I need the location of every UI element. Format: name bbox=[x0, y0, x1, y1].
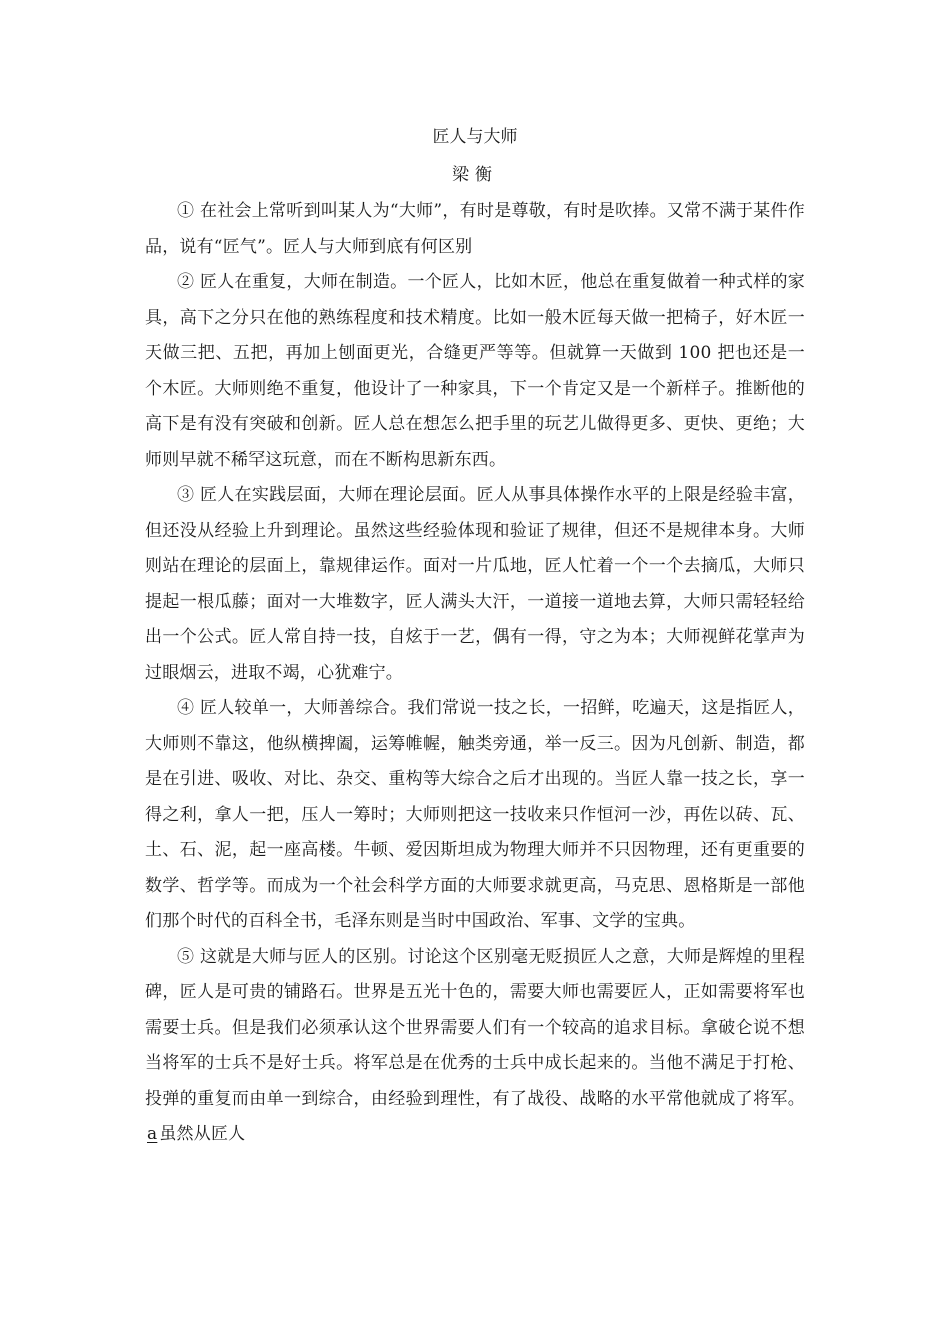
paragraph-5-text: ⑤ 这就是大师与匠人的区别。讨论这个区别毫无贬损匠人之意，大师是辉煌的里程碑，匠人是可贵的铺路石。世界是五光十色的，需要大师也需要匠人，正如需要将军也需要士兵。但是我们必须承认这个世界需要人们有一个较高的追求目标。拿破仑说不想当将军的士兵不是好士兵。将军总是在优秀的士兵中成长起来的。当他不满足于打枪、投弹的重复而由单一到综合，由经验到理性，有了战役、战略的水平常他就成了将军。 bbox=[145, 946, 805, 1109]
paragraph-1: ① 在社会上常听到叫某人为“大师”，有时是尊敬，有时是吹捧。又常不满于某件作品，说有“匠气”。匠人与大师到底有何区别 bbox=[145, 201, 805, 257]
fill-in-blank: a bbox=[147, 1124, 158, 1144]
paragraph-2: ② 匠人在重复，大师在制造。一个匠人，比如木匠，他总在重复做着一种式样的家具，高下之分只在他的熟练程度和技术精度。比如一般木匠每天做一把椅子，好木匠一天做三把、五把，再加上刨面更光，合缝更严等等。但就算一天做到 100 把也还是一个木匠。大师则绝不重复，他设计了一种家具，下一个肯定又是一个新样子。推断他的高下是有没有突破和创新。匠人总在想怎么把手里的玩艺儿做得更多、更快、更绝；大师则早就不稀罕这玩意，而在不断构思新东西。 bbox=[145, 272, 805, 470]
article-title: 匠人与大师 bbox=[432, 127, 518, 147]
article-author: 梁衡 bbox=[452, 165, 498, 185]
paragraph-3: ③ 匠人在实践层面，大师在理论层面。匠人从事具体操作水平的上限是经验丰富，但还没从经验上升到理论。虽然这些经验体现和验证了规律，但还不是规律本身。大师则站在理论的层面上，靠规律运作。面对一片瓜地，匠人忙着一个一个去摘瓜，大师只提起一根瓜藤；面对一大堆数字，匠人满头大汗，一道接一道地去算，大师只需轻轻给出一个公式。匠人常自持一技，自炫于一艺，偶有一得，守之为本；大师视鲜花掌声为过眼烟云，进取不竭，心犹难宁。 bbox=[145, 485, 805, 683]
paragraph-4: ④ 匠人较单一，大师善综合。我们常说一技之长，一招鲜，吃遍天，这是指匠人，大师则不靠这，他纵横捭阖，运筹帷幄，触类旁通，举一反三。因为凡创新、制造，都是在引进、吸收、对比、杂交、重构等大综合之后才出现的。当匠人靠一技之长，享一得之利，拿人一把，压人一筹时；大师则把这一技收来只作恒河一沙，再佐以砖、瓦、土、石、泥，起一座高楼。牛顿、爱因斯坦成为物理大师并不只因物理，还有更重要的数学、哲学等。而成为一个社会科学方面的大师要求就更高，马克思、恩格斯是一部他们那个时代的百科全书，毛泽东则是当时中国政治、军事、文学的宝典。 bbox=[145, 698, 805, 931]
paragraph-5-tail: 虽然从匠人 bbox=[159, 1124, 246, 1144]
paragraph-5 bbox=[145, 940, 805, 1153]
document-page bbox=[145, 118, 805, 1153]
